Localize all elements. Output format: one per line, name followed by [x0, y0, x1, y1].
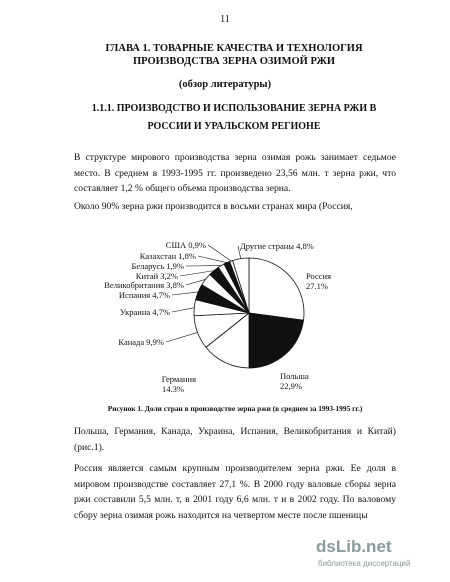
page-number: 11 — [220, 14, 230, 25]
watermark-site: dsLib.net — [316, 537, 392, 556]
figure-caption: Рисунок 1. Доли стран в производстве зерна ржи (в среднем за 1993-1995 гг.) — [107, 404, 363, 413]
paragraph: Около 90% зерна ржи производится в восьми странах мира (Россия, — [74, 201, 353, 212]
slice-label: Испания 4,7% — [118, 290, 170, 300]
slice-label: Германия — [161, 374, 196, 384]
slice-label: Китай 3,2% — [135, 271, 178, 281]
leader-line — [172, 308, 194, 312]
watermark-logo — [316, 535, 450, 579]
pie-slice — [249, 258, 304, 320]
slice-label: Казахстан 1,8% — [139, 251, 196, 261]
chapter-title: ГЛАВА 1. ТОВАРНЫЕ КАЧЕСТВА И ТЕХНОЛОГИЯ ПРОИЗВОДСТВА ЗЕРНА ОЗИМОЙ РЖИ — [105, 43, 363, 67]
paragraph: Россия является самым крупным производителем зерна ржи. Ее доля в мировом производстве составляет 27,1 %. В 2000 году валовые сборы зерна ржи составили 5,5 млн. т, в 2001 году 6,6 млн. т и в 2002 году. По валовому сбору зерна озимая рожь находится на четвертом месте после пшеницы — [74, 463, 396, 521]
slice-label: Беларусь 1,9% — [131, 261, 184, 271]
slice-label: Украина 4,7% — [119, 307, 170, 317]
pie-slice — [249, 313, 304, 368]
chapter-subtitle: (обзор литературы) — [178, 79, 272, 90]
slice-label: Польша — [280, 371, 309, 381]
leader-line — [208, 245, 231, 261]
pie-chart — [74, 236, 374, 401]
slice-value-label: 22,9% — [280, 381, 302, 391]
slice-label: США 0,9% — [165, 240, 206, 250]
leader-line — [198, 256, 227, 263]
watermark-tagline: библиотека диссертаций — [318, 559, 411, 568]
leader-line — [166, 332, 198, 342]
section-title: 1.1.1. ПРОИЗВОДСТВО И ИСПОЛЬЗОВАНИЕ ЗЕРНА РЖИ В РОССИИ И УРАЛЬСКОМ РЕГИОНЕ — [91, 103, 377, 132]
paragraph: В структуре мирового производства зерна озимая рожь занимает седьмое место. В среднем в 1993-1995 гг. произведено 23,56 млн. т зерна ржи, что составляет 1,2 % общего объема производства зерна. — [74, 152, 396, 194]
slice-value-label: 27.1% — [306, 281, 328, 291]
paragraph: Польша, Германия, Канада, Украина, Испания, Великобритания и Китай) (рис.1). — [74, 426, 396, 453]
slice-value-label: 14.3% — [162, 384, 184, 394]
slice-label: Россия — [306, 271, 331, 281]
leader-line — [172, 292, 198, 295]
slice-label: Другие страны 4,8% — [240, 241, 314, 251]
slice-label: Великобритания 3,8% — [104, 280, 184, 290]
slice-label: Канада 9,9% — [118, 337, 164, 347]
